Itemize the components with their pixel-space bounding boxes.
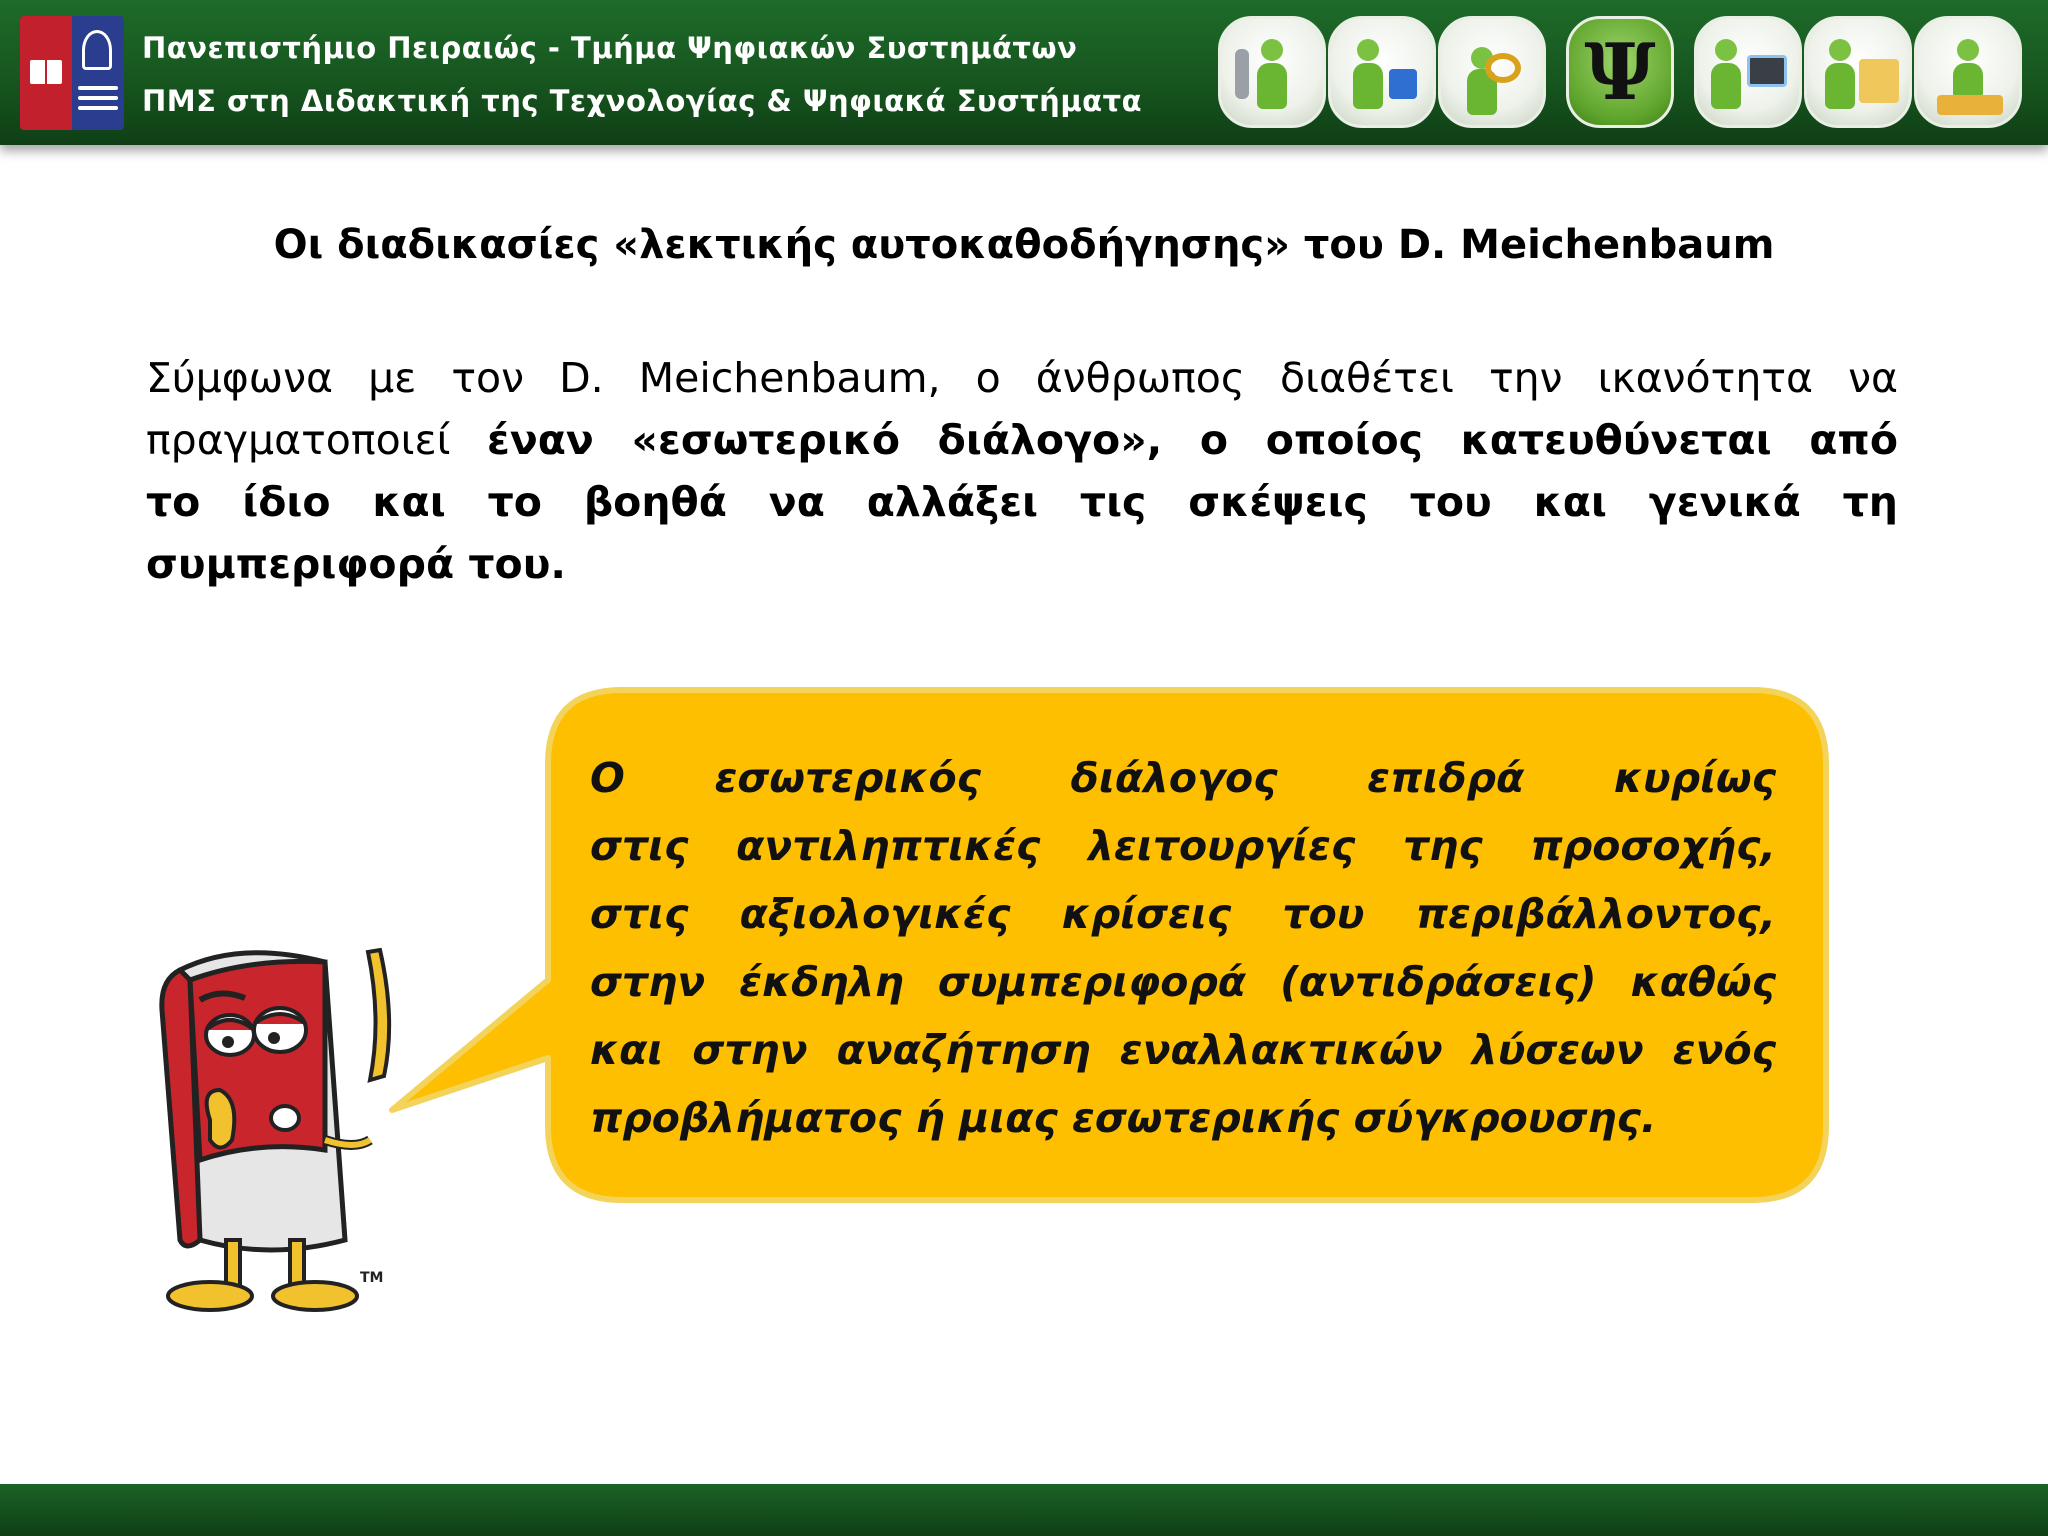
paragraph-line: πραγματοποιεί έναν «εσωτερικό διάλογο», ο οποίος κατευθύνεται από: [146, 416, 1898, 464]
bubble-line: προβλήματος ή μιας εσωτερικής σύγκρουσης.: [590, 1094, 1657, 1142]
paragraph-line: συμπεριφορά του.: [146, 540, 566, 588]
program-name: ΠΜΣ στη Διδακτική της Τεχνολογίας & Ψηφιακά Συστήματα: [142, 84, 1143, 118]
slide-title: Οι διαδικασίες «λεκτικής αυτοκαθοδήγησης» του D. Meichenbaum: [273, 222, 1775, 268]
paragraph-emphasis: έναν «εσωτερικό διάλογο», ο οποίος κατευθύνεται από: [487, 416, 1898, 464]
bubble-line: Ο εσωτερικός διάλογος επιδρά κυρίως: [590, 754, 1776, 802]
bubble-text: [590, 744, 1776, 1152]
bubble-line: στην έκδηλη συμπεριφορά (αντιδράσεις) καθώς: [590, 958, 1776, 1006]
psi-glyph: Ψ: [1584, 27, 1656, 118]
footer-bar: [0, 1484, 2048, 1536]
paragraph-line: Σύμφωνα με τον D. Meichenbaum, ο άνθρωπος διαθέτει την ικανότητα να: [146, 354, 1898, 402]
bubble-line: στις αντιληπτικές λειτουργίες της προσοχής,: [590, 822, 1776, 870]
bubble-line: στις αξιολογικές κρίσεις του περιβάλλοντος,: [590, 890, 1776, 938]
book-mascot-icon: [120, 940, 420, 1320]
university-name: Πανεπιστήμιο Πειραιώς - Τμήμα Ψηφιακών Συστημάτων: [142, 31, 1078, 65]
bubble-line: και στην αναζήτηση εναλλακτικών λύσεων ενός: [590, 1026, 1776, 1074]
paragraph-line: το ίδιο και το βοηθά να αλλάξει τις σκέψεις του και γενικά τη: [146, 478, 1898, 526]
trademark-mark: TM: [360, 1270, 384, 1286]
